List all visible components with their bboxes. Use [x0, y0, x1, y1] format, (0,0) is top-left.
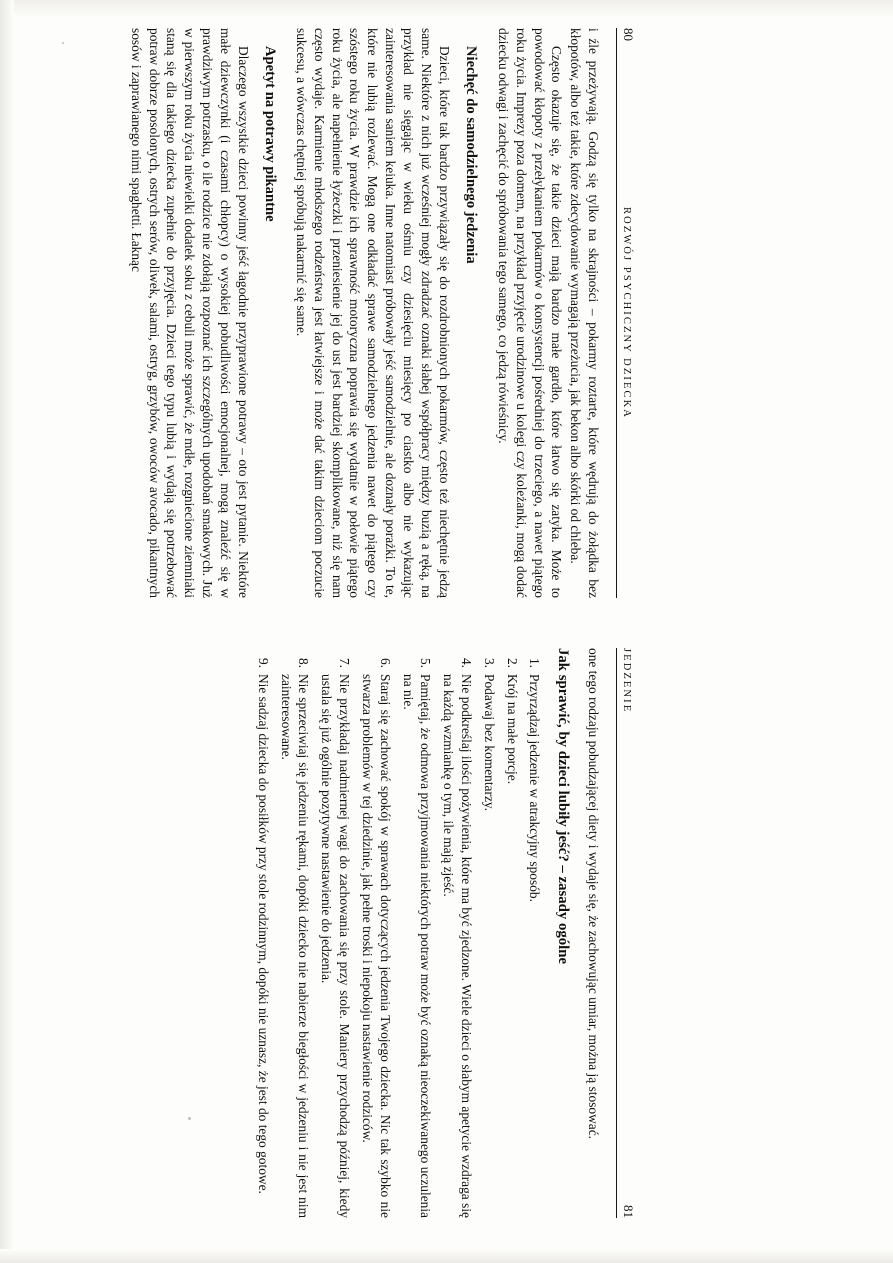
body-column-left: [127, 28, 602, 598]
section-heading-spicy-food: Apetyt na potrawy pikantne: [262, 46, 279, 222]
list-item-text: Krój na małe porcje.: [504, 674, 520, 785]
folio-number-left: 80: [621, 28, 636, 41]
book-page-right: [36, 648, 636, 1218]
list-item: [358, 648, 394, 1218]
list-item-number: 9.: [255, 657, 271, 668]
book-page-left: [36, 28, 636, 598]
list-item: [526, 648, 544, 1218]
list-item-text: Nie przykładaj nadmiernej wagi do zachowania się przy stole. Maniery przychodzą później, kiedy ustala się już ogólnie pozytywne nastawienie do jedzenia.: [319, 674, 353, 1218]
body-column-right: [254, 648, 602, 1218]
list-item-number: 3.: [481, 657, 497, 668]
page-header-right: [620, 648, 636, 1218]
list-item-number: 2.: [504, 657, 520, 668]
list-item: [480, 648, 498, 1218]
scan-edge-top: [0, 0, 893, 18]
list-item-text: Przyrządzaj jedzenie w atrakcyjny sposób.: [527, 674, 543, 902]
list-item-number: 1.: [527, 657, 543, 668]
list-item-text: Pamiętaj, że odmowa przyjmowania niektórych potraw może być oznaką nieoczekiwanego uczulenia na nie.: [400, 674, 434, 1218]
list-item-text: Nie podkreślaj ilości pożywienia, które ma być zjedzone. Wiele dzieci o słabym apetycie wzdraga się na każdą wzmiankę o tym, ile mają zjeść.: [441, 674, 475, 1218]
list-item: [317, 648, 353, 1218]
list-item-number: 5.: [418, 657, 434, 668]
header-rule-left: [616, 28, 617, 598]
list-item-number: 7.: [337, 657, 353, 668]
list-item-text: Podawaj bez komentarzy.: [481, 674, 497, 812]
list-item: [277, 648, 313, 1218]
folio-number-right: 81: [621, 1205, 636, 1218]
list-item-text: Nie sadzaj dziecka do posiłków przy stole rodzinnym, dopóki nie uznasz, że jest do tego gotowe.: [255, 674, 271, 1194]
header-rule-right: [616, 648, 617, 1218]
running-head-left: ROZWÓJ PSYCHICZNY DZIECKA: [621, 207, 632, 419]
list-item: [503, 648, 521, 1218]
scan-edge-left: [0, 0, 14, 1263]
list-item: [439, 648, 475, 1218]
list-item-number: 8.: [296, 657, 312, 668]
section-heading-self-feeding: Niechęć do samodzielnego jedzenia: [463, 46, 480, 264]
paragraph: Dzieci, które tak bardzo przywiązały się do rozdrobnionych pokarmów, często też niechętnie jedzą same. Niektóre z nich już wcześniej mogły zdradzać oznaki słabej współpracy między buzią a ręką, na przykład nie sięgając w wieku ośmiu czy dziesięciu miesięcy po ciastko albo nie wykazując zainteresowania saniem keiuka. Inne natomiast próbowały jeść samodzielnie, ale doznały porażki. To te, które nie lubią rozlewać. Mogą one odkładać sprawe samodzielnego jedzenia nawet do piątego czy szóstego roku życia. W prawdzie ich sprawność motoryczna poprawia się wydatnie w połowie piątego roku życia, ale napełnienie łyżeczki i przeniesienie jej do ust jest bardziej skomplikowane, niż się nam często wydaje. Karmienie młodszego rodzeństwa jest łatwiejsze i może dać takim dzieciom poczucie sukcesu, a wówczas chętniej spróbują nakarmić się same.: [294, 28, 452, 598]
list-item-number: 6.: [377, 657, 393, 668]
section-heading-general-rules: Jak sprawić, by dzieci lubiły jeść? – zasady ogólne: [555, 648, 572, 965]
paragraph: one tego rodzaju pobudzającej diety i wydaje się, że zachowując umiar, można ją stosować.: [586, 648, 601, 1140]
list-item-text: Staraj się zachować spokój w sprawach dotyczących jedzenia Twojego dziecka. Nic tak szybko nie stwarza problemów w tej dziedzinie, jak pełne troski i niepokoju nastawienie rodziców.: [359, 674, 393, 1218]
list-item: [399, 648, 435, 1218]
paragraph: i źle przeżywają. Godzą się tylko na skrajności – pokarmy roztarte, które wędrują do żołądka bez kłopotów, albo też takie, które zdecydowanie wymagają przeżucia, jak bekon albo skórki od chleba.: [568, 28, 601, 598]
scan-edge-bottom: [0, 1249, 893, 1263]
paragraph: Dlaczego wszystkie dzieci powinny jeść łagodnie przyprawione potrawy – oto jest pytanie. Niektóre małe dziewczynki (i czasami chłopcy) o wysokiej pobudliwości emocjonalnej, mogą znaleźć się w prawdziwym potrzasku, o ile rodzice nie zdołają rozpoznać ich szczególnych upodobań smakowych. Już w pierwszym roku życia niewielki dodatek soku z cebuli może sprawić, że mdłe, rozgniecione ziemniaki staną się dla takiego dziecka zupełnie do przyjęcia. Dzieci tego typu lubią i wydają się potrzebować potraw dobrze posolonych, ostrych serów, oliwek, salami, ostryg, grzybów, owoców avocado, pikantnych sosów i zaprawianego nimi spaghetti. Łaknąc: [128, 28, 251, 598]
list-item-text: Nie sprzeciwiaj się jedzeniu rękami, dopóki dziecko nie nabierze biegłości w jedzeniu i nie jest nim zainteresowane.: [278, 674, 312, 1218]
list-item: [254, 648, 272, 1218]
running-head-right: JEDZENIE: [621, 648, 632, 714]
paragraph: Często okazuje się, że takie dzieci mają bardzo małe gardło, które łatwo się zatyka. Może to powodować kłopoty z przełykaniem pokarmów o konsystencji pośredniej do trzeciego, a nawet piątego roku życia. Imprezy poza domem, na przykład przyjęcie urodzinowe u kolegi czy koleżanki, mogą dodać dziecku odwagi i zachęcić do spróbowania tego samego, co jedzą rówieśnicy.: [495, 28, 565, 598]
page-header-left: [620, 28, 636, 598]
list-item-number: 4.: [459, 657, 475, 668]
rules-list: [254, 648, 544, 1218]
